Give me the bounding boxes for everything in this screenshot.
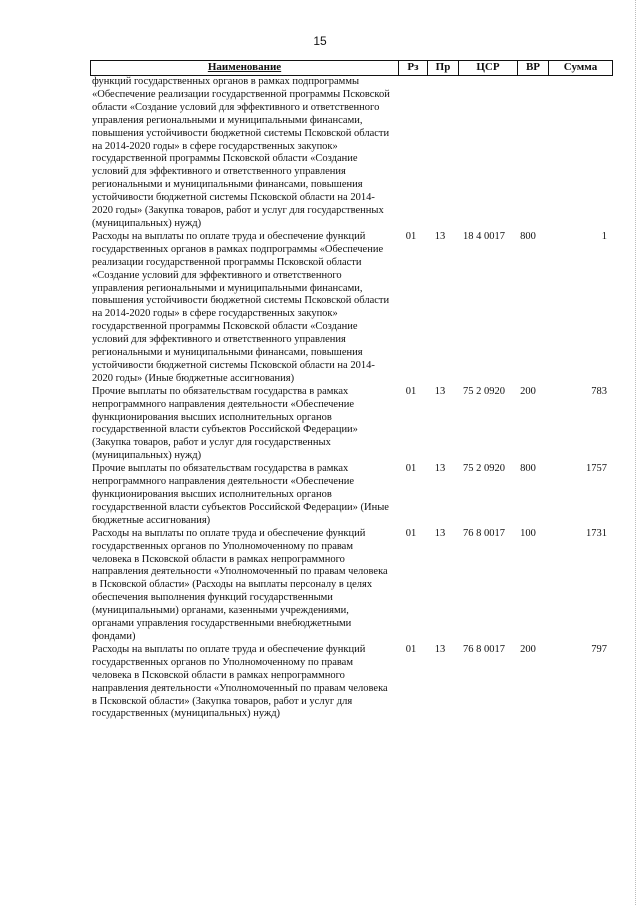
- row-sum: [543, 76, 613, 231]
- row-csr: 76 8 0017: [463, 643, 505, 655]
- row-csr: [455, 76, 513, 231]
- row-vr: 800: [520, 230, 536, 242]
- row-vr: 200: [520, 385, 536, 397]
- row-sum: 797: [591, 643, 607, 655]
- row-pr: [425, 76, 455, 231]
- page-edge-line: [635, 0, 636, 905]
- row-csr: 75 2 0920: [463, 463, 505, 475]
- row-sum: 783: [591, 385, 607, 397]
- row-name: функций государственных органов в рамках подпрограммы «Обеспечение реализации государственной программы Псковской области «Создание условий для эффективного и ответственного управления региональными и муниципальными финансами, повышения устойчивости бюджетной системы Псковской области на 2014-2020 годы» в сфере государственных закупок» государственной программы Псковской области «Создание условий для эффективного и ответственного управления региональными и муниципальными финансами, повышения устойчивости бюджетной системы Псковской области на 2014-2020 годы» (Закупка товаров, работ и услуг для государственных (муниципальных) нужд): [92, 76, 390, 229]
- table-row: [90, 231, 613, 386]
- row-name: Прочие выплаты по обязательствам государства в рамках непрограммного направления деятельности «Обеспечение функционирования высших исполнительных органов государственной власти субъектов Российской Федерации» (Закупка товаров, работ и услуг для государственных (муниципальных) нужд): [92, 385, 358, 462]
- row-rz: 01: [405, 643, 417, 655]
- table-row: [90, 386, 613, 463]
- header-vr: ВР: [517, 61, 548, 75]
- row-pr: 13: [434, 230, 446, 242]
- header-pr: Пр: [427, 61, 458, 75]
- row-rz: 01: [405, 385, 417, 397]
- table-row: [90, 528, 613, 644]
- row-sum: 1: [601, 230, 607, 242]
- row-sum: 1757: [586, 463, 607, 475]
- header-sum: Сумма: [548, 61, 612, 75]
- row-name: Расходы на выплаты по оплате труда и обеспечение функций государственных органов по Уполномоченному по правам человека в Псковской области в рамках непрограммного направления деятельности «Уполномоченный по правам человека в Псковской области» (Расходы на выплаты персоналу в целях обеспечения выполнения функций государственными (муниципальными) органами, казенными учреждениями, органами управления государственными внебюджетными фондами): [92, 527, 388, 642]
- row-sum: 1731: [586, 527, 607, 539]
- row-csr: 76 8 0017: [463, 527, 505, 539]
- table-row: [90, 463, 613, 528]
- row-vr: 200: [520, 643, 536, 655]
- row-name: Расходы на выплаты по оплате труда и обеспечение функций государственных органов в рамках подпрограммы «Обеспечение реализации государственной программы Псковской области «Создание условий для эффективного и ответственного управления региональными и муниципальными финансами, повышения устойчивости бюджетной системы Псковской области на 2014-2020 годы» в сфере государственных закупок» государственной программы Псковской области «Создание условий для эффективного и ответственного управления региональными и муниципальными финансами, повышения устойчивости бюджетной системы Псковской области на 2014-2020 годы» (Иные бюджетные ассигнования): [92, 230, 390, 384]
- row-pr: 13: [434, 527, 446, 539]
- page-number: 15: [313, 34, 327, 48]
- header-name: Наименование: [207, 61, 282, 73]
- header-csr: ЦСР: [458, 61, 517, 75]
- budget-table: [90, 60, 613, 721]
- row-rz: 01: [405, 463, 417, 475]
- header-rz: Рз: [398, 61, 427, 75]
- row-csr: 75 2 0920: [463, 385, 505, 397]
- table-header: [90, 60, 613, 76]
- row-rz: 01: [405, 230, 417, 242]
- row-rz: [397, 76, 425, 231]
- row-csr: 18 4 0017: [463, 230, 505, 242]
- row-vr: [513, 76, 543, 231]
- row-vr: 100: [520, 527, 536, 539]
- row-pr: 13: [434, 385, 446, 397]
- row-pr: 13: [434, 643, 446, 655]
- table-row: [90, 644, 613, 721]
- row-pr: 13: [434, 463, 446, 475]
- row-rz: 01: [405, 527, 417, 539]
- row-name: Расходы на выплаты по оплате труда и обеспечение функций государственных органов по Уполномоченному по правам человека в Псковской области в рамках непрограммного направления деятельности «Уполномоченный по правам человека в Псковской области» (Закупка товаров, работ и услуг для государственных (муниципальных) нужд): [92, 643, 388, 720]
- row-name: Прочие выплаты по обязательствам государства в рамках непрограммного направления деятельности «Обеспечение функционирования высших исполнительных органов государственной власти субъектов Российской Федерации» (Иные бюджетные ассигнования): [92, 463, 389, 526]
- table-row: [90, 76, 613, 231]
- row-vr: 800: [520, 463, 536, 475]
